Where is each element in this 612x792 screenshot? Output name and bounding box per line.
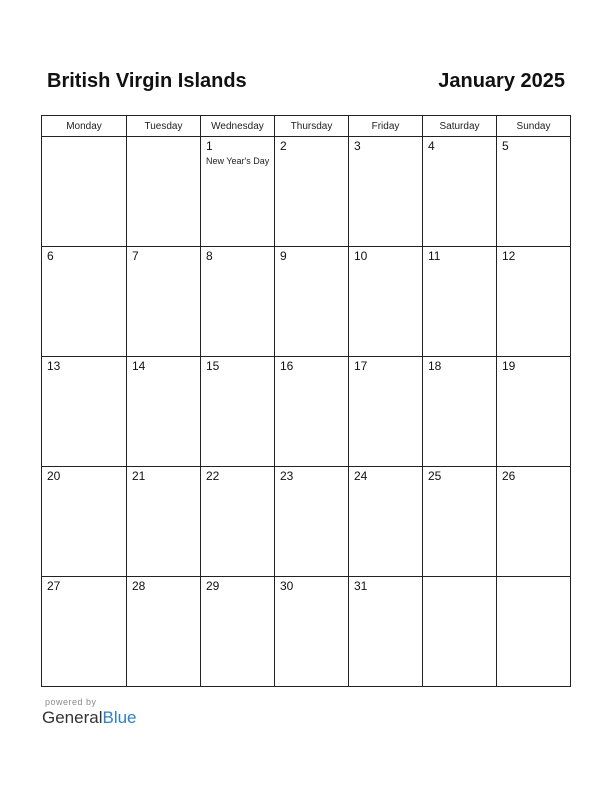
day-number: 8 xyxy=(206,249,213,263)
day-number: 30 xyxy=(280,579,294,593)
day-number: 5 xyxy=(502,139,509,153)
holiday-label xyxy=(127,483,200,485)
day-number: 7 xyxy=(132,249,139,263)
day-number: 3 xyxy=(354,139,361,153)
day-cell xyxy=(423,247,497,357)
day-cell xyxy=(423,577,497,687)
holiday-label xyxy=(423,153,496,155)
day-number: 21 xyxy=(132,469,146,483)
day-cell xyxy=(201,247,275,357)
day-cell xyxy=(42,577,127,687)
holiday-label xyxy=(275,373,348,375)
day-cell xyxy=(42,357,127,467)
holiday-label xyxy=(349,263,422,265)
week-row xyxy=(42,357,571,467)
day-number: 4 xyxy=(428,139,435,153)
holiday-label xyxy=(423,580,496,582)
day-number: 15 xyxy=(206,359,220,373)
day-cell xyxy=(423,137,497,247)
holiday-label xyxy=(497,373,570,375)
holiday-label xyxy=(423,263,496,265)
weekday-header: Thursday xyxy=(275,116,349,137)
day-cell xyxy=(349,357,423,467)
logo-part-general: General xyxy=(42,708,103,727)
day-cell xyxy=(423,467,497,577)
week-row xyxy=(42,137,571,247)
day-number: 24 xyxy=(354,469,368,483)
day-cell xyxy=(42,467,127,577)
day-number: 18 xyxy=(428,359,442,373)
day-cell xyxy=(497,357,571,467)
holiday-label xyxy=(42,593,126,595)
day-cell xyxy=(423,357,497,467)
weekday-header: Friday xyxy=(349,116,423,137)
day-cell xyxy=(275,577,349,687)
holiday-label xyxy=(42,483,126,485)
holiday-label xyxy=(201,593,274,595)
day-number: 1 xyxy=(206,139,213,153)
holiday-label xyxy=(275,153,348,155)
day-cell xyxy=(349,577,423,687)
day-number: 28 xyxy=(132,579,146,593)
day-cell xyxy=(275,247,349,357)
holiday-label xyxy=(275,593,348,595)
holiday-label xyxy=(127,593,200,595)
holiday-label xyxy=(275,483,348,485)
weekday-header: Wednesday xyxy=(201,116,275,137)
day-cell xyxy=(127,467,201,577)
day-number: 12 xyxy=(502,249,516,263)
holiday-label xyxy=(127,263,200,265)
day-number: 22 xyxy=(206,469,220,483)
weekday-header: Monday xyxy=(42,116,127,137)
holiday-label xyxy=(497,580,570,582)
day-cell xyxy=(497,247,571,357)
holiday-label xyxy=(349,373,422,375)
day-cell xyxy=(201,137,275,247)
weekday-header: Tuesday xyxy=(127,116,201,137)
day-cell xyxy=(497,577,571,687)
day-cell xyxy=(275,467,349,577)
day-number: 14 xyxy=(132,359,146,373)
day-cell xyxy=(42,137,127,247)
day-number: 2 xyxy=(280,139,287,153)
holiday-label xyxy=(497,483,570,485)
day-number: 10 xyxy=(354,249,368,263)
day-number: 25 xyxy=(428,469,442,483)
calendar-month-title: January 2025 xyxy=(438,70,565,92)
holiday-label xyxy=(201,483,274,485)
generalblue-logo[interactable] xyxy=(42,708,137,728)
day-number: 6 xyxy=(47,249,54,263)
day-cell xyxy=(275,137,349,247)
day-number: 20 xyxy=(47,469,61,483)
calendar-grid xyxy=(41,115,571,687)
day-number: 27 xyxy=(47,579,61,593)
day-number: 9 xyxy=(280,249,287,263)
holiday-label xyxy=(201,373,274,375)
day-cell xyxy=(201,467,275,577)
day-cell xyxy=(275,357,349,467)
holiday-label xyxy=(423,483,496,485)
day-number: 16 xyxy=(280,359,294,373)
day-number: 23 xyxy=(280,469,294,483)
logo-part-blue: Blue xyxy=(102,708,137,727)
weekday-header: Saturday xyxy=(423,116,497,137)
day-cell xyxy=(349,467,423,577)
holiday-label xyxy=(127,373,200,375)
holiday-label xyxy=(42,373,126,375)
day-number: 19 xyxy=(502,359,516,373)
day-cell xyxy=(127,247,201,357)
day-number: 29 xyxy=(206,579,220,593)
week-row xyxy=(42,467,571,577)
holiday-label xyxy=(349,593,422,595)
day-cell xyxy=(349,137,423,247)
holiday-label xyxy=(42,140,126,142)
day-number: 13 xyxy=(47,359,61,373)
day-cell xyxy=(42,247,127,357)
day-cell xyxy=(127,137,201,247)
holiday-label xyxy=(42,263,126,265)
holiday-label xyxy=(497,153,570,155)
day-number: 17 xyxy=(354,359,368,373)
powered-by-label: powered by xyxy=(45,697,97,707)
day-cell xyxy=(349,247,423,357)
day-cell xyxy=(127,357,201,467)
holiday-label xyxy=(349,483,422,485)
holiday-label xyxy=(497,263,570,265)
day-cell xyxy=(497,137,571,247)
week-row xyxy=(42,247,571,357)
day-number: 26 xyxy=(502,469,516,483)
holiday-label xyxy=(349,153,422,155)
day-cell xyxy=(201,357,275,467)
holiday-label xyxy=(201,263,274,265)
weekday-header: Sunday xyxy=(497,116,571,137)
holiday-label: New Year's Day xyxy=(206,156,270,166)
day-cell xyxy=(127,577,201,687)
day-number: 11 xyxy=(428,249,441,263)
day-cell xyxy=(497,467,571,577)
weekday-header-row xyxy=(42,116,571,137)
holiday-label xyxy=(423,373,496,375)
holiday-label xyxy=(127,140,200,142)
holiday-label xyxy=(275,263,348,265)
day-cell xyxy=(201,577,275,687)
day-number: 31 xyxy=(354,579,368,593)
calendar-region-title: British Virgin Islands xyxy=(47,70,247,92)
week-row xyxy=(42,577,571,687)
